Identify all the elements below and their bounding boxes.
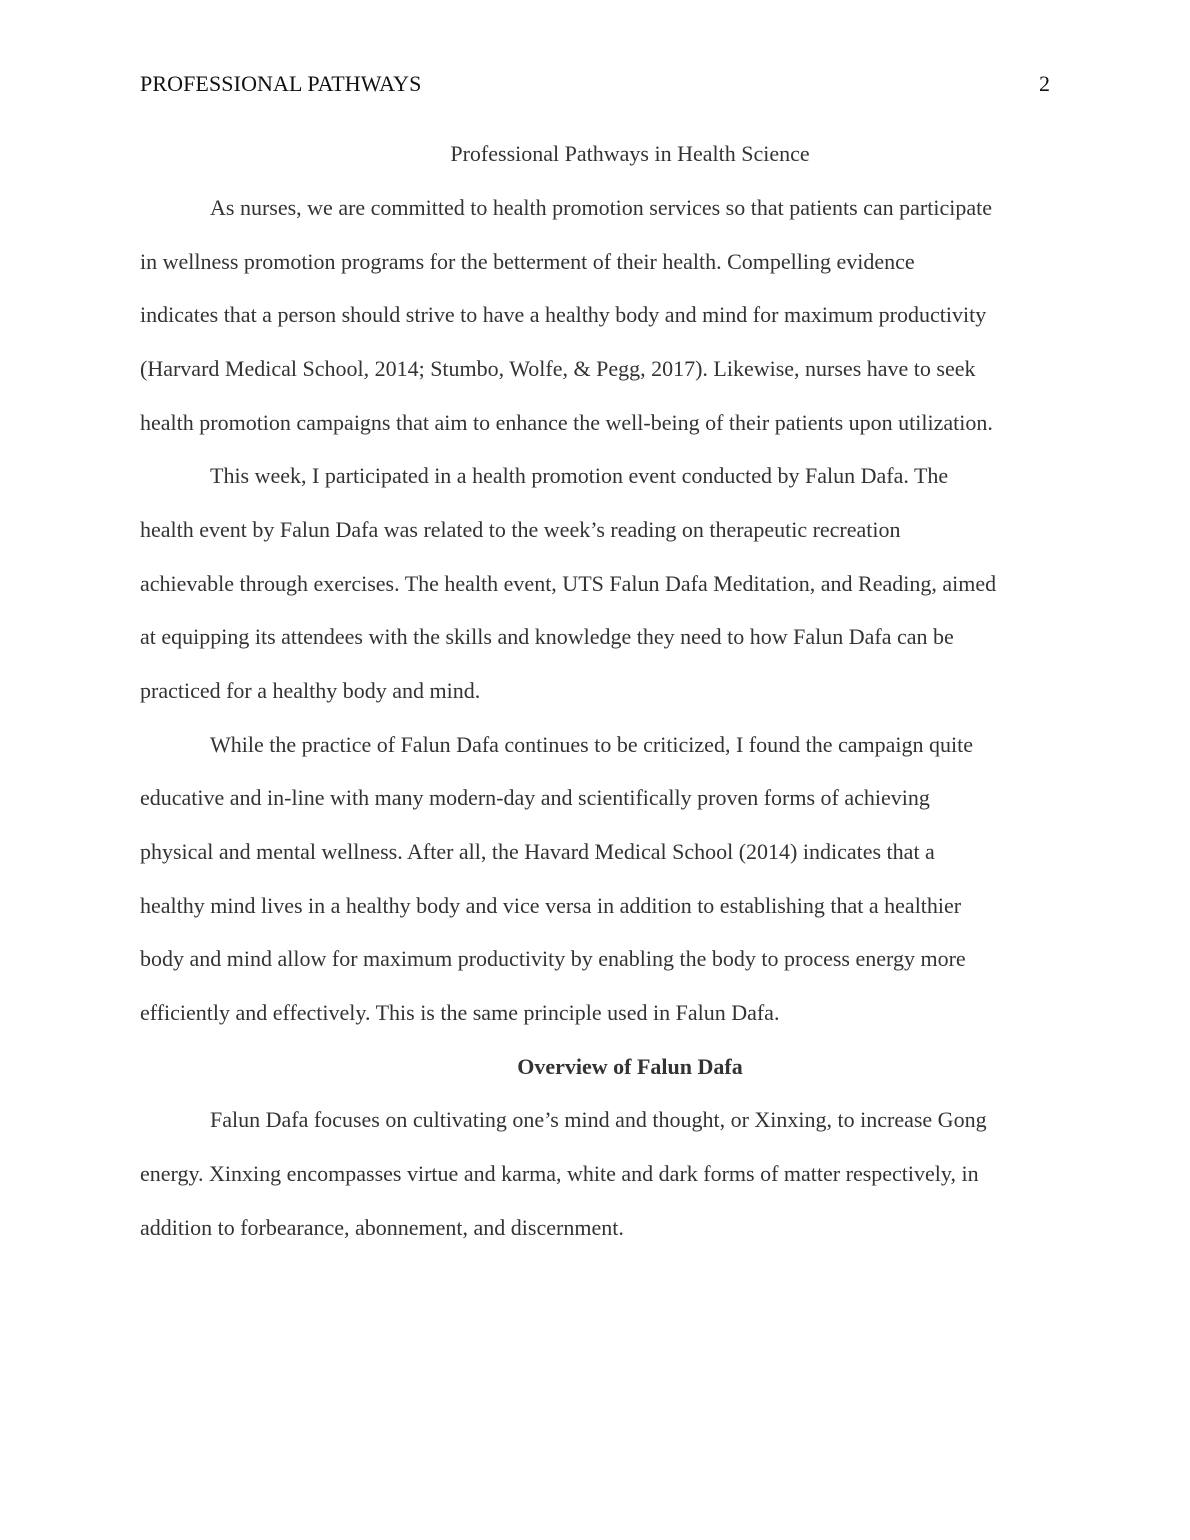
paragraph-line: at equipping its attendees with the skills and knowledge they need to how Falun Dafa can be	[140, 624, 954, 649]
paragraph-line: addition to forbearance, abonnement, and discernment.	[140, 1215, 624, 1240]
paragraph-line: This week, I participated in a health promotion event conducted by Falun Dafa. The	[210, 463, 949, 488]
paragraph-line: energy. Xinxing encompasses virtue and karma, white and dark forms of matter respectively, in	[140, 1161, 979, 1186]
paragraph-line: health event by Falun Dafa was related to the week’s reading on therapeutic recreation	[140, 517, 901, 542]
document-title: Professional Pathways in Health Science	[450, 141, 810, 166]
paragraph-line: efficiently and effectively. This is the same principle used in Falun Dafa.	[140, 1000, 780, 1025]
paragraph-line: indicates that a person should strive to have a healthy body and mind for maximum productivity	[140, 302, 987, 327]
paragraph-line: (Harvard Medical School, 2014; Stumbo, Wolfe, & Pegg, 2017). Likewise, nurses have to seek	[140, 356, 976, 381]
paragraph-line: practiced for a healthy body and mind.	[140, 678, 481, 703]
paragraph-line: healthy mind lives in a healthy body and vice versa in addition to establishing that a healthier	[140, 893, 962, 918]
paragraph-line: health promotion campaigns that aim to enhance the well-being of their patients upon utilization.	[140, 410, 993, 435]
paragraph-line: As nurses, we are committed to health promotion services so that patients can participate	[210, 195, 992, 220]
paragraph-line: achievable through exercises. The health event, UTS Falun Dafa Meditation, and Reading, aimed	[140, 571, 997, 596]
paragraph-line: educative and in-line with many modern-day and scientifically proven forms of achieving	[140, 785, 930, 810]
section-heading: Overview of Falun Dafa	[517, 1054, 743, 1079]
paragraph-line: While the practice of Falun Dafa continues to be criticized, I found the campaign quite	[210, 732, 973, 757]
paragraph-line: in wellness promotion programs for the betterment of their health. Compelling evidence	[140, 249, 915, 274]
page-number: 2	[1039, 71, 1050, 96]
paragraph-line: Falun Dafa focuses on cultivating one’s mind and thought, or Xinxing, to increase Gong	[210, 1107, 987, 1132]
running-head: PROFESSIONAL PATHWAYS	[140, 71, 422, 96]
paragraph-line: body and mind allow for maximum productivity by enabling the body to process energy more	[140, 946, 966, 971]
paragraph-line: physical and mental wellness. After all, the Havard Medical School (2014) indicates that a	[140, 839, 935, 864]
